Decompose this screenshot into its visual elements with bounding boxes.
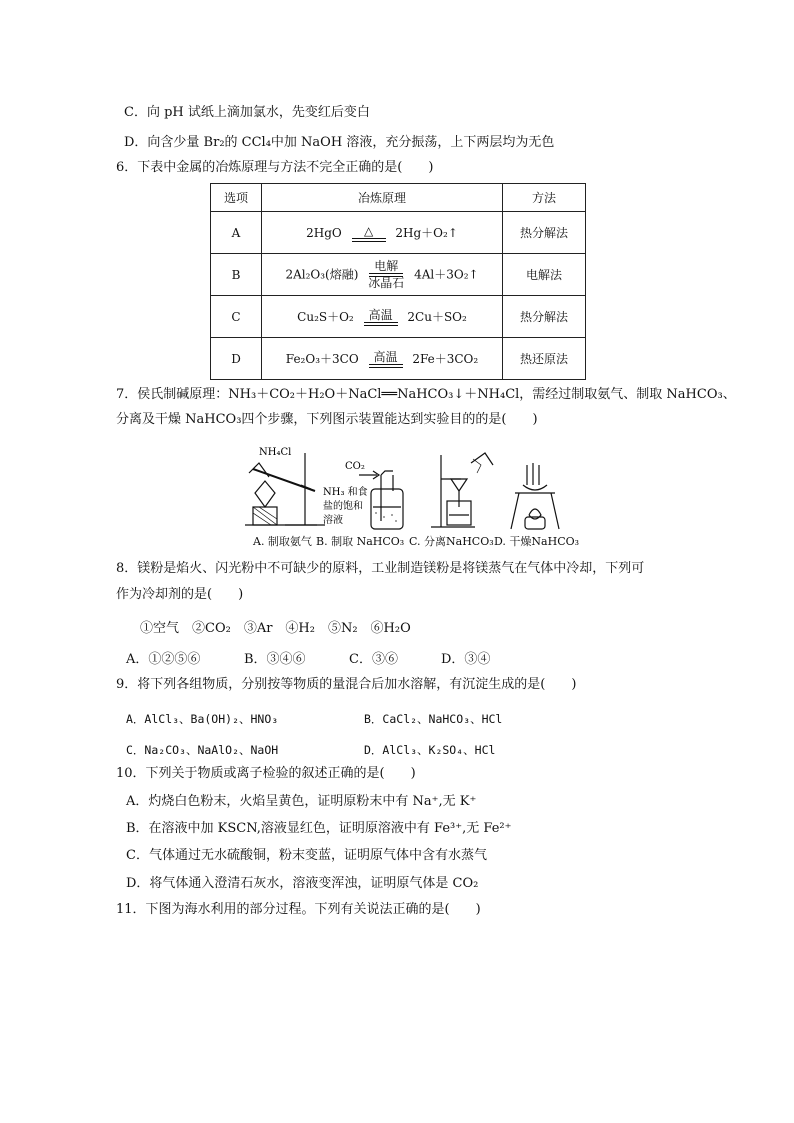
products: 2Fe＋3CO₂ bbox=[412, 351, 479, 366]
q8-option-d: D．③④ bbox=[441, 652, 491, 667]
reactants: 2HgO bbox=[306, 225, 342, 240]
evaporating-dish bbox=[523, 485, 547, 490]
q5-option-c: C．向 pH 试纸上滴加氯水，先变红后变白 bbox=[124, 105, 370, 120]
pouring-beaker bbox=[471, 453, 493, 465]
reaction-cell bbox=[262, 212, 503, 254]
reaction-cell bbox=[262, 338, 503, 380]
condition-top: △ bbox=[363, 223, 374, 238]
liquid-dots bbox=[375, 513, 397, 521]
q6-stem: 6．下表中金属的冶炼原理与方法不完全正确的是( ) bbox=[116, 160, 434, 175]
condition-top: 高温 bbox=[368, 307, 393, 322]
equal-sign bbox=[352, 238, 386, 242]
q8-option-c: C．③⑥ bbox=[349, 652, 398, 667]
condition-bottom: 冰晶石 bbox=[368, 275, 405, 290]
q10-option-c: C．气体通过无水硫酸铜，粉末变蓝，证明原气体中含有水蒸气 bbox=[126, 848, 487, 863]
reaction-condition bbox=[364, 309, 398, 326]
tripod-leg bbox=[511, 493, 519, 529]
reaction-condition bbox=[368, 260, 404, 290]
q9-option-d: D．AlCl₃、K₂SO₄、HCl bbox=[364, 743, 496, 757]
apparatus-figure bbox=[245, 445, 585, 533]
q10-stem: 10．下列关于物质或离子检验的叙述正确的是( ) bbox=[116, 766, 416, 781]
option-cell: C bbox=[211, 296, 262, 338]
q8-stem-line1: 8．镁粉是焰火、闪光粉中不可缺少的原料，工业制造镁粉是将镁蒸气在气体中冷却，下列可 bbox=[116, 561, 645, 576]
table-row bbox=[211, 212, 586, 254]
table-row bbox=[211, 338, 586, 380]
tripod-leg bbox=[551, 493, 559, 529]
q7-stem-line2: 分离及干燥 NaHCO₃四个步骤，下列图示装置能达到实验目的的是( ) bbox=[116, 412, 538, 427]
q9-option-a: A．AlCl₃、Ba(OH)₂、HNO₃ bbox=[126, 712, 279, 726]
q10-option-d: D．将气体通入澄清石灰水，溶液变浑浊，证明原气体是 CO₂ bbox=[126, 876, 479, 891]
caption-c: C. 分离NaHCO₃ bbox=[409, 535, 494, 548]
reactants: Cu₂S＋O₂ bbox=[297, 309, 354, 324]
q8-option-a: A．①②⑤⑥ bbox=[126, 652, 201, 667]
funnel-mouth bbox=[249, 463, 269, 477]
q10-option-b: B．在溶液中加 KSCN,溶液显红色，证明原溶液中有 Fe³⁺,无 Fe²⁺ bbox=[126, 821, 512, 836]
smelting-table bbox=[210, 183, 586, 380]
condition-top: 高温 bbox=[373, 349, 398, 364]
table-header-row bbox=[211, 184, 586, 212]
tube-bend bbox=[381, 471, 393, 475]
products: 2Cu＋SO₂ bbox=[407, 309, 467, 324]
co2-label: CO₂ bbox=[345, 461, 365, 472]
q11-stem: 11．下图为海水利用的部分过程。下列有关说法正确的是( ) bbox=[116, 902, 481, 917]
table-row bbox=[211, 296, 586, 338]
reactants: Fe₂O₃＋3CO bbox=[285, 351, 359, 366]
products: 2Hg＋O₂↑ bbox=[395, 225, 458, 240]
q5-option-d: D．向含少量 Br₂的 CCl₄中加 NaOH 溶液，充分振荡，上下两层均为无色 bbox=[124, 135, 555, 150]
nh4cl-label: NH₄Cl bbox=[259, 447, 292, 458]
caption-b: B. 制取 NaHCO₃ bbox=[316, 535, 405, 548]
block-hatch bbox=[253, 507, 277, 525]
reaction-condition bbox=[369, 351, 403, 368]
equal-sign bbox=[369, 364, 403, 368]
reaction-cell bbox=[262, 296, 503, 338]
q8-option-b: B．③④⑥ bbox=[244, 652, 306, 667]
q10-option-a: A．灼烧白色粉末，火焰呈黄色，证明原粉末中有 Na⁺,无 K⁺ bbox=[126, 794, 477, 809]
products: 4Al＋3O₂↑ bbox=[414, 267, 479, 281]
reaction-cell bbox=[262, 254, 503, 296]
solution-label-2: 盐的饱和 bbox=[323, 501, 363, 512]
q8-items: ①空气 ②CO₂ ③Ar ④H₂ ⑤N₂ ⑥H₂O bbox=[140, 621, 411, 636]
method-cell: 电解法 bbox=[503, 254, 586, 296]
option-cell: B bbox=[211, 254, 262, 296]
burner-flame bbox=[255, 481, 275, 507]
q9-stem: 9．将下列各组物质，分别按等物质的量混合后加水溶解，有沉淀生成的是( ) bbox=[116, 677, 577, 692]
q9-option-b: B．CaCl₂、NaHCO₃、HCl bbox=[364, 712, 503, 726]
q9-option-c: C．Na₂CO₃、NaAlO₂、NaOH bbox=[126, 743, 279, 757]
method-cell: 热分解法 bbox=[503, 212, 586, 254]
method-cell: 热还原法 bbox=[503, 338, 586, 380]
filter-funnel bbox=[451, 479, 467, 491]
equal-sign bbox=[364, 322, 398, 326]
reactants: 2Al₂O₃(熔融) bbox=[285, 267, 359, 281]
option-cell: A bbox=[211, 212, 262, 254]
reaction-condition bbox=[352, 225, 386, 242]
test-tube bbox=[253, 469, 315, 491]
q7-stem-line1: 7．侯氏制碱原理：NH₃＋CO₂＋H₂O＋NaCl══NaHCO₃↓＋NH₄Cl，需经过制取氨气、制取 NaHCO₃、 bbox=[116, 387, 736, 402]
table-row bbox=[211, 254, 586, 296]
q8-stem-line2: 作为冷却剂的是( ) bbox=[116, 587, 244, 602]
solution-label-1: NH₃ 和食 bbox=[323, 487, 368, 498]
table-header-cell: 冶炼原理 bbox=[262, 184, 503, 212]
caption-d: D. 干燥NaHCO₃ bbox=[494, 535, 580, 548]
gas-bottle bbox=[371, 489, 403, 529]
solution-label-3: 溶液 bbox=[323, 515, 343, 526]
option-cell: D bbox=[211, 338, 262, 380]
condition-top: 电解 bbox=[374, 258, 399, 273]
table-header-cell: 方法 bbox=[503, 184, 586, 212]
table-header-cell: 选项 bbox=[211, 184, 262, 212]
method-cell: 热分解法 bbox=[503, 296, 586, 338]
caption-a: A. 制取氨气 bbox=[253, 535, 312, 548]
